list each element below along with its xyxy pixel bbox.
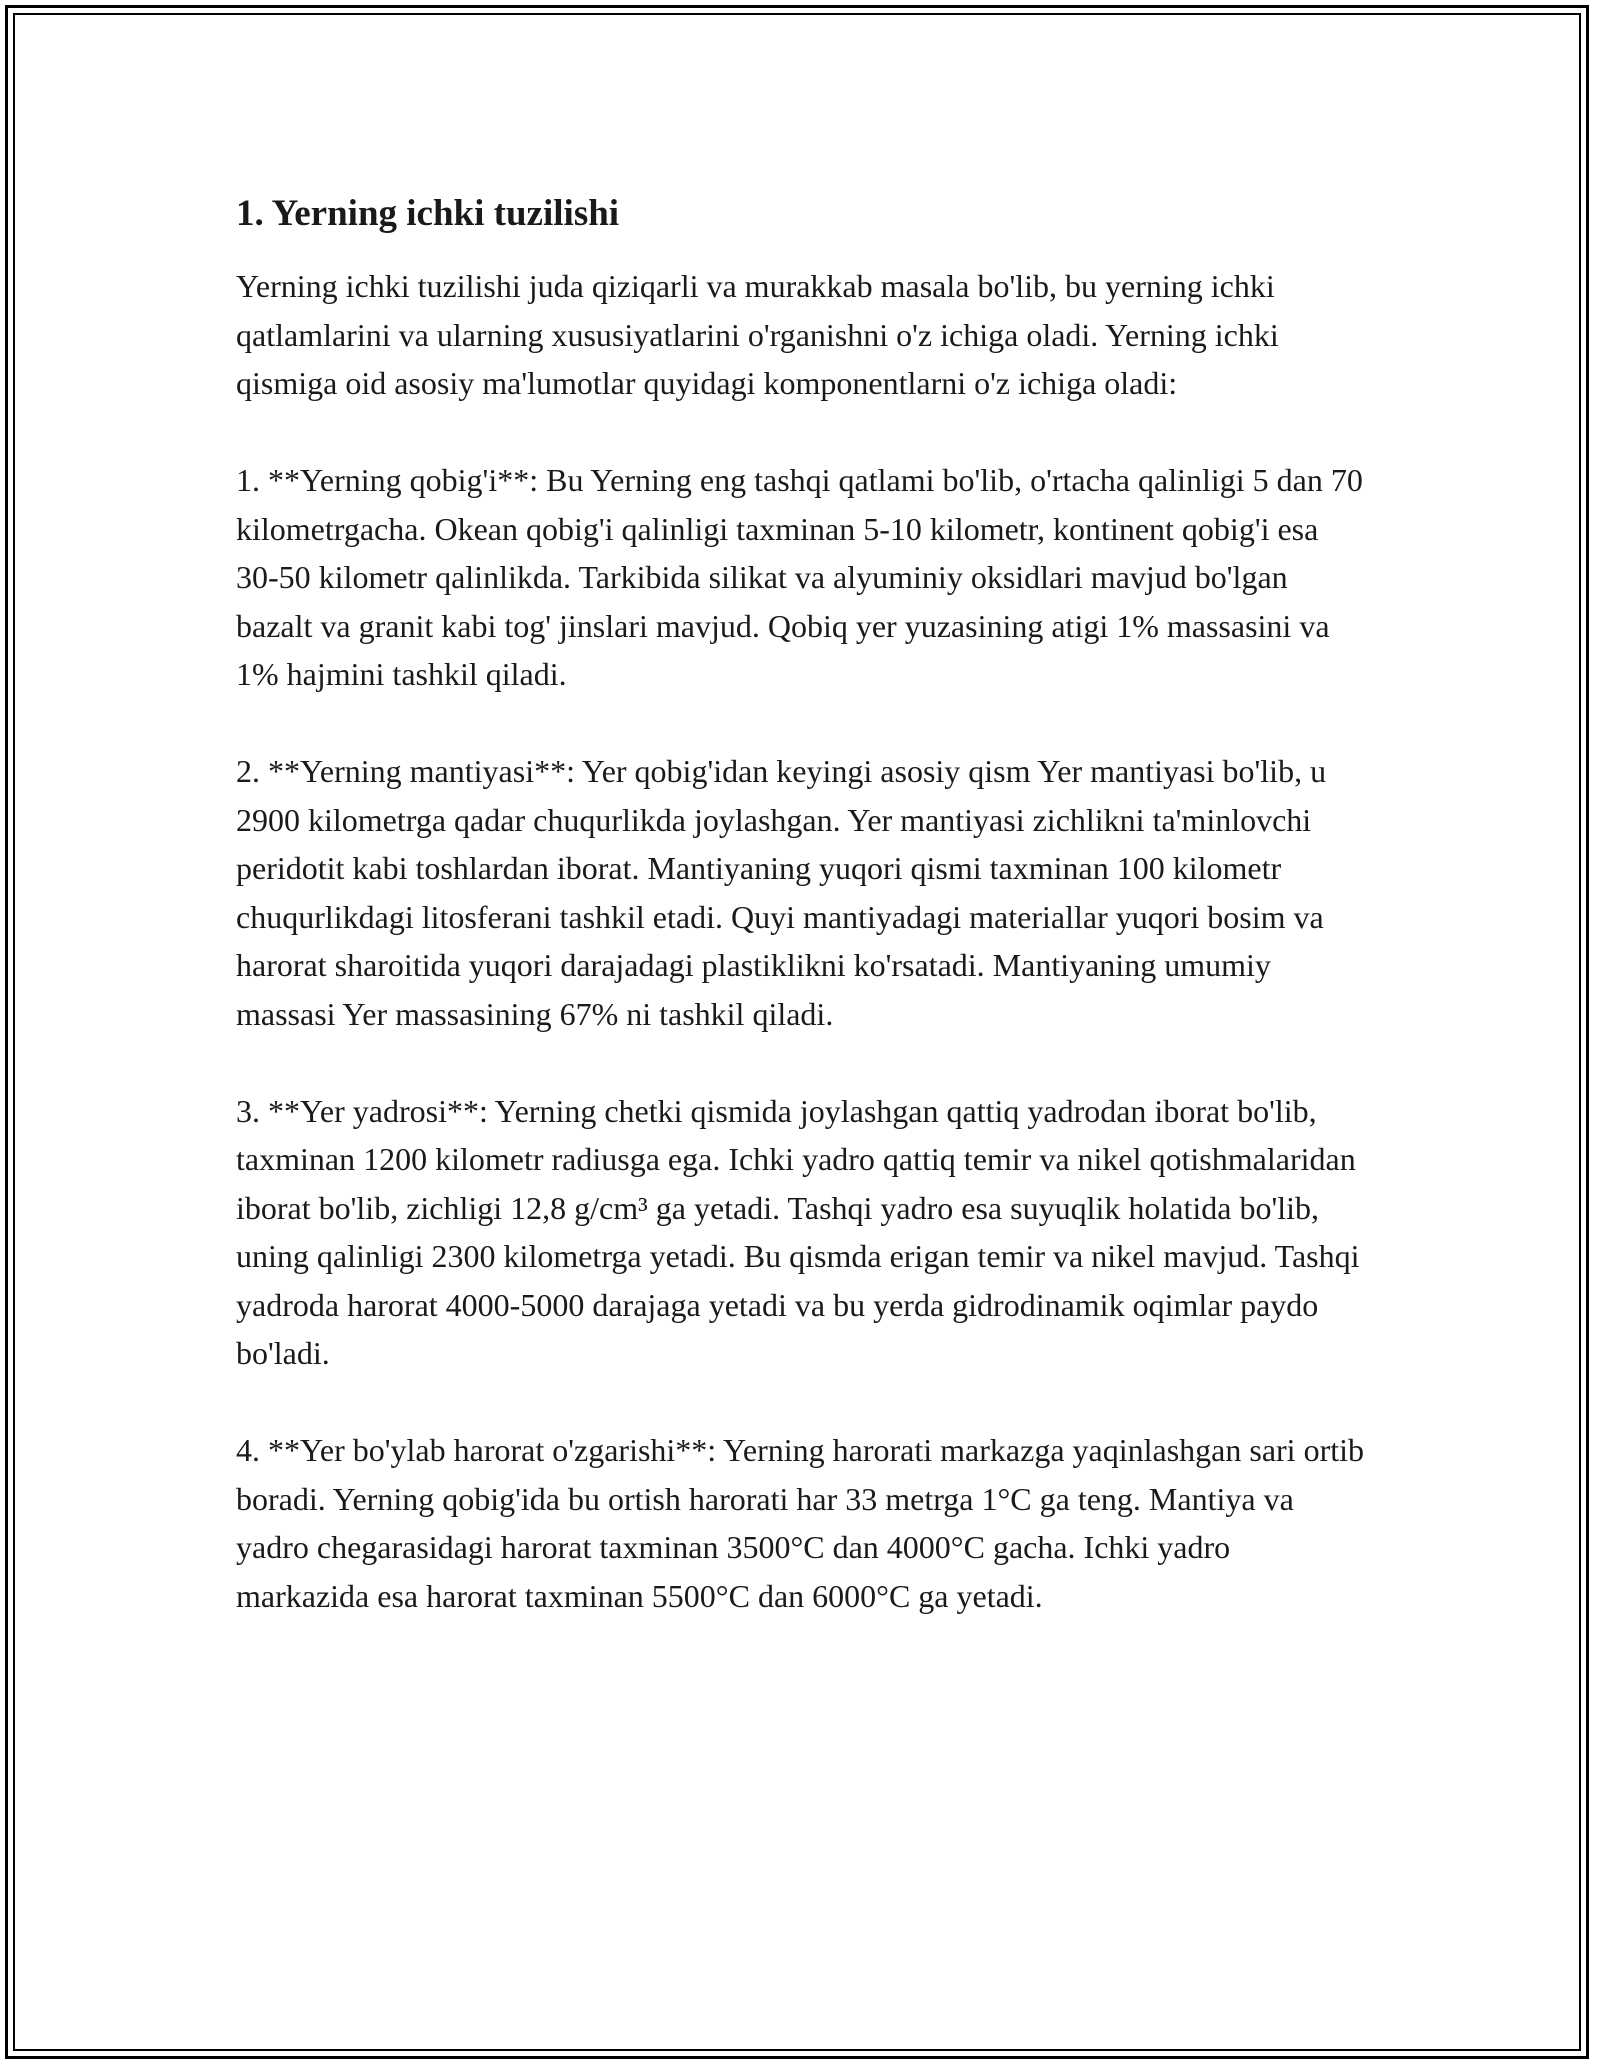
core-paragraph: 3. **Yer yadrosi**: Yerning chetki qismida joylashgan qattiq yadrodan iborat bo'lib, taxminan 1200 kilometr radiusga ega. Ichki yadro qattiq temir va nikel qotishmalaridan iborat bo'lib, zichligi 12,8 g/cm³ ga yetadi. Tashqi yadro esa suyuqlik holatida bo'lib, uning qalinligi 2300 kilometrga yetadi. Bu qismda erigan temir va nikel mavjud. Tashqi yadroda harorat 4000-5000 darajaga yetadi va bu yerda gidrodinamik oqimlar paydo bo'ladi.: [236, 1092, 1360, 1371]
document-body: [236, 188, 1366, 1669]
mantle-paragraph: 2. **Yerning mantiyasi**: Yer qobig'idan keyingi asosiy qism Yer mantiyasi bo'lib, u 2900 kilometrga qadar chuqurlikda joylashgan. Yer mantiyasi zichlikni ta'minlovchi peridotit kabi toshlardan iborat. Mantiyaning yuqori qismi taxminan 100 kilometr chuqurlikdagi litosferani tashkil etadi. Quyi mantiyadagi materiallar yuqori bosim va harorat sharoitida yuqori darajadagi plastiklikni ko'rsatadi. Mantiyaning umumiy massasi Yer massasining 67% ni tashkil qiladi.: [236, 753, 1327, 1032]
section-heading: 1. Yerning ichki tuzilishi: [236, 193, 620, 234]
temperature-paragraph: 4. **Yer bo'ylab harorat o'zgarishi**: Yerning harorati markazga yaqinlashgan sari ortib boradi. Yerning qobig'ida bu ortish harorati har 33 metrga 1°C ga teng. Mantiya va yadro chegarasidagi harorat taxminan 3500°C dan 4000°C gacha. Ichki yadro markazida esa harorat taxminan 5500°C dan 6000°C ga yetadi.: [236, 1432, 1364, 1614]
crust-paragraph: 1. **Yerning qobig'i**: Bu Yerning eng tashqi qatlami bo'lib, o'rtacha qalinligi 5 dan 70 kilometrgacha. Okean qobig'i qalinligi taxminan 5-10 kilometr, kontinent qobig'i esa 30-50 kilometr qalinlikda. Tarkibida silikat va alyuminiy oksidlari mavjud bo'lgan bazalt va granit kabi tog' jinslari mavjud. Qobiq yer yuzasining atigi 1% massasini va 1% hajmini tashkil qiladi.: [236, 462, 1363, 692]
intro-paragraph: Yerning ichki tuzilishi juda qiziqarli va murakkab masala bo'lib, bu yerning ichki qatlamlarini va ularning xususiyatlarini o'rganishni o'z ichiga oladi. Yerning ichki qismiga oid asosiy ma'lumotlar quyidagi komponentlarni o'z ichiga oladi:: [236, 268, 1279, 401]
